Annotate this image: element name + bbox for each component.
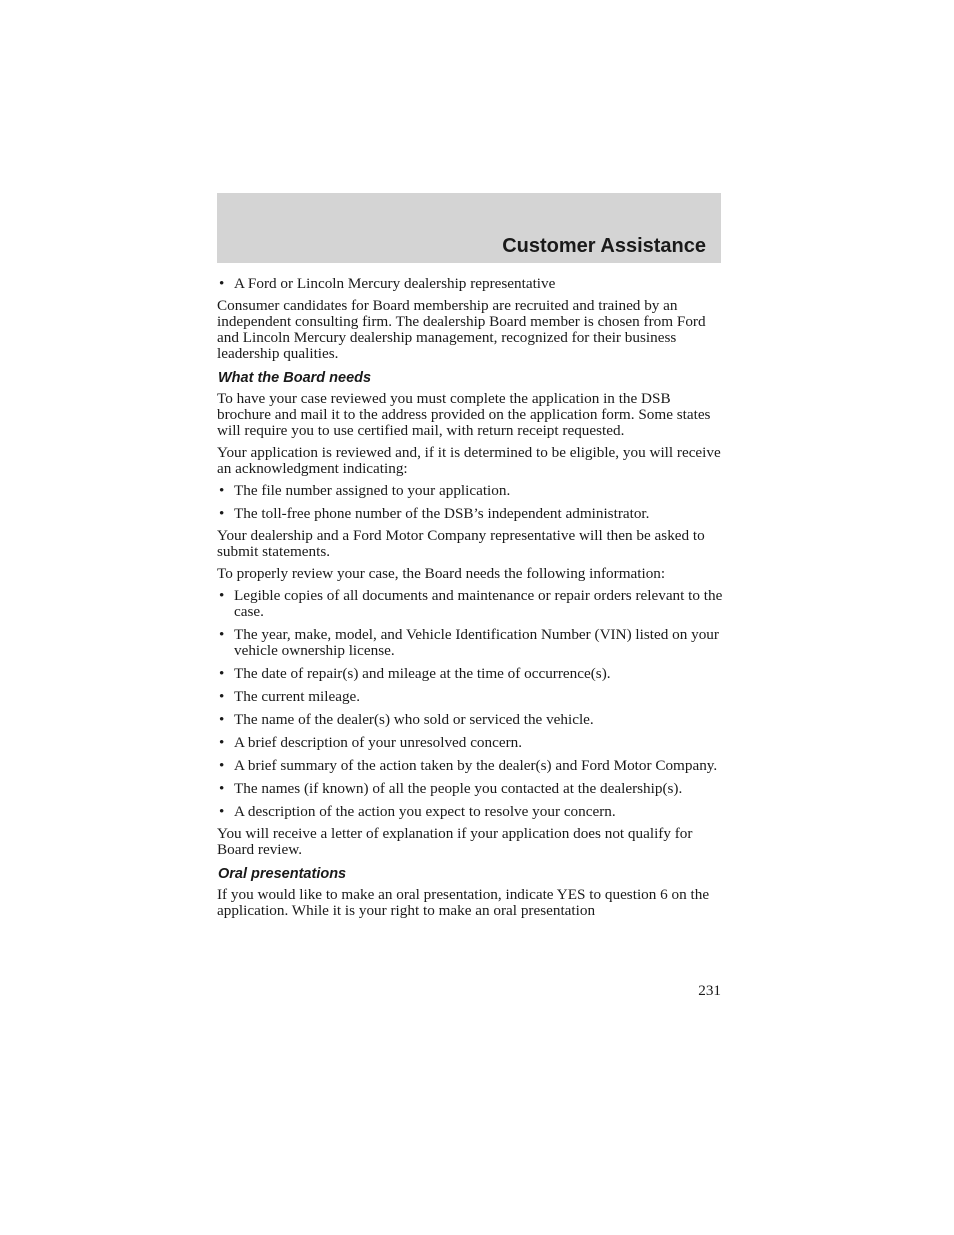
paragraph-dealership-statements: Your dealership and a Ford Motor Company representative will then be asked to submit statements. [217, 527, 705, 560]
list-item-text: Legible copies of all documents and maintenance or repair orders relevant to the case. [234, 587, 723, 620]
paragraph-oral-presentation: If you would like to make an oral presentation, indicate YES to question 6 on the application. While it is your right to make an oral presentation [217, 886, 710, 919]
paragraph-consumer-candidates: Consumer candidates for Board membership are recruited and trained by an independent consulting firm. The dealership Board member is chosen from Ford and Lincoln Mercury dealership management, recognized for their business leadership qualities. [217, 297, 706, 362]
bullet-icon: • [219, 688, 225, 705]
list-item [217, 483, 723, 499]
section-header-band [217, 193, 721, 263]
acknowledgment-list [217, 483, 723, 522]
bullet-icon: • [219, 803, 225, 820]
list-item [217, 627, 723, 659]
list-item [217, 781, 723, 797]
bullet-icon: • [219, 505, 225, 522]
bullet-icon: • [219, 734, 225, 751]
paragraph-case-review: To have your case reviewed you must complete the application in the DSB brochure and mail it to the address provided on the application form. Some states will require you to use certified mail, with return receipt requested. [217, 390, 711, 439]
list-item [217, 804, 723, 820]
subheading-oral-presentations: Oral presentations [218, 866, 347, 882]
page-body [217, 276, 723, 925]
list-item-text: A brief description of your unresolved concern. [234, 734, 523, 751]
paragraph-explanation-letter: You will receive a letter of explanation if your application does not qualify for Board review. [217, 825, 693, 858]
list-item-text: The name of the dealer(s) who sold or serviced the vehicle. [234, 711, 594, 728]
subheading-board-needs: What the Board needs [218, 370, 372, 386]
list-item [217, 758, 723, 774]
list-item-text: The names (if known) of all the people you contacted at the dealership(s). [234, 780, 683, 797]
list-item [217, 276, 723, 292]
bullet-icon: • [219, 780, 225, 797]
intro-bullet-list [217, 276, 723, 292]
bullet-icon: • [219, 665, 225, 682]
list-item [217, 588, 723, 620]
bullet-icon: • [219, 757, 225, 774]
list-item [217, 712, 723, 728]
bullet-icon: • [219, 482, 225, 499]
list-item-text: A Ford or Lincoln Mercury dealership representative [234, 275, 556, 292]
list-item-text: The toll-free phone number of the DSB’s independent administrator. [234, 505, 650, 522]
bullet-icon: • [219, 711, 225, 728]
list-item-text: A description of the action you expect to resolve your concern. [234, 803, 616, 820]
section-title: Customer Assistance [502, 235, 706, 257]
list-item [217, 735, 723, 751]
paragraph-application-reviewed: Your application is reviewed and, if it is determined to be eligible, you will receive an acknowledgment indicating: [217, 444, 721, 477]
list-item-text: A brief summary of the action taken by the dealer(s) and Ford Motor Company. [234, 757, 718, 774]
page-number: 231 [698, 982, 721, 999]
list-item [217, 506, 723, 522]
bullet-icon: • [219, 587, 225, 604]
bullet-icon: • [219, 626, 225, 643]
list-item [217, 666, 723, 682]
required-information-list [217, 588, 723, 820]
paragraph-required-information: To properly review your case, the Board needs the following information: [217, 565, 666, 582]
list-item [217, 689, 723, 705]
list-item-text: The file number assigned to your application. [234, 482, 511, 499]
list-item-text: The year, make, model, and Vehicle Identification Number (VIN) listed on your vehicle ownership license. [234, 626, 719, 659]
list-item-text: The date of repair(s) and mileage at the time of occurrence(s). [234, 665, 611, 682]
list-item-text: The current mileage. [234, 688, 361, 705]
bullet-icon: • [219, 275, 225, 292]
